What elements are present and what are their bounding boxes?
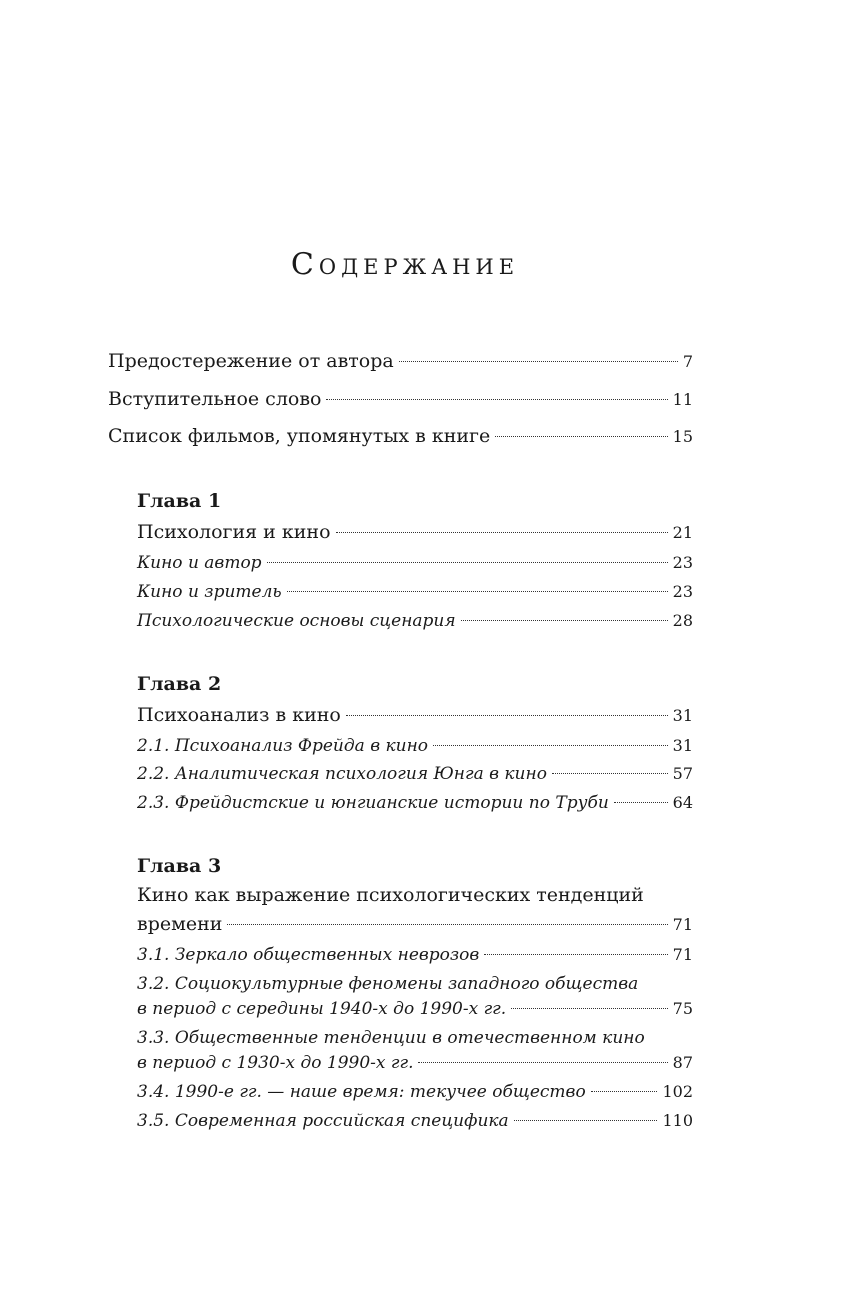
toc-page-number: 102 [662,1082,693,1101]
toc-entry[interactable] [137,736,693,756]
toc-entry[interactable] [108,388,693,410]
dot-leader [433,745,668,746]
toc-page-number: 31 [672,706,693,725]
toc-entry-text: в период с 1930-х до 1990-х гг. [137,1053,414,1073]
toc-entry-text: Психологические основы сценария [137,611,456,631]
dot-leader [552,773,668,774]
toc-entry-text-line: 3.3. Общественные тенденции в отечественном кино [137,1028,645,1048]
toc-entry-text: Вступительное слово [108,388,322,410]
toc-entry-text: 3.1. Зеркало общественных неврозов [137,945,480,965]
dot-leader [346,715,668,716]
toc-entry[interactable] [108,350,693,372]
toc-page-number: 71 [672,945,693,964]
dot-leader [336,532,668,533]
toc-entry-text: Кино и автор [137,553,262,573]
dot-leader [591,1091,658,1092]
dot-leader [326,399,667,400]
toc-entry-text: Список фильмов, упомянутых в книге [108,425,491,447]
toc-entry[interactable] [137,1053,693,1073]
dot-leader [399,361,678,362]
toc-entry[interactable] [137,582,693,602]
toc-entry-text: в период с середины 1940-х до 1990-х гг. [137,999,507,1019]
toc-entry-text: 2.3. Фрейдистские и юнгианские истории по Труби [137,793,609,813]
toc-entry-text: времени [137,913,223,935]
dot-leader [267,562,668,563]
dot-leader [511,1008,667,1009]
toc-entry-text: 2.2. Аналитическая психология Юнга в кино [137,764,547,784]
toc-entry-text: Психология и кино [137,521,331,543]
toc-entry[interactable] [137,704,693,726]
toc-page-number: 21 [672,523,693,542]
toc-entry[interactable] [137,945,693,965]
toc-entry-text-line: Кино как выражение психологических тенденций [137,884,644,906]
toc-page-number: 23 [672,553,693,572]
toc-page-number: 7 [682,352,693,371]
chapter-heading: Глава 3 [137,855,222,877]
toc-entry[interactable] [137,611,693,631]
toc-entry[interactable] [137,553,693,573]
toc-page-number: 71 [672,915,693,934]
dot-leader [287,591,668,592]
toc-page-number: 110 [662,1111,693,1130]
toc-page-number: 57 [672,764,693,783]
toc-entry[interactable] [137,764,693,784]
toc-entry-text: 2.1. Психоанализ Фрейда в кино [137,736,429,756]
toc-page-number: 75 [672,999,693,1018]
toc-page-number: 28 [672,611,693,630]
page-title: Содержание [290,247,520,282]
toc-page-number: 64 [672,793,693,812]
dot-leader [514,1120,658,1121]
toc-page-number: 87 [672,1053,693,1072]
dot-leader [495,436,667,437]
toc-entry[interactable] [137,521,693,543]
dot-leader [484,954,667,955]
toc-entry[interactable] [108,425,693,447]
dot-leader [614,802,668,803]
toc-entry-text: Психоанализ в кино [137,704,341,726]
chapter-heading: Глава 2 [137,673,222,695]
toc-page-number: 15 [672,427,693,446]
toc-entry[interactable] [137,913,693,935]
dot-leader [461,620,668,621]
toc-page-number: 23 [672,582,693,601]
toc-entry-text-line: 3.2. Социокультурные феномены западного общества [137,974,639,994]
toc-page-number: 31 [672,736,693,755]
chapter-heading: Глава 1 [137,490,222,512]
toc-entry[interactable] [137,1111,693,1131]
dot-leader [418,1062,667,1063]
toc-entry-text: 3.4. 1990-е гг. — наше время: текучее общество [137,1082,586,1102]
dot-leader [227,924,667,925]
toc-entry-text: 3.5. Современная российская специфика [137,1111,509,1131]
toc-entry-text: Кино и зритель [137,582,282,602]
toc-entry[interactable] [137,1082,693,1102]
toc-entry-text: Предостережение от автора [108,350,394,372]
toc-entry[interactable] [137,793,693,813]
toc-page-number: 11 [672,390,693,409]
toc-entry[interactable] [137,999,693,1019]
